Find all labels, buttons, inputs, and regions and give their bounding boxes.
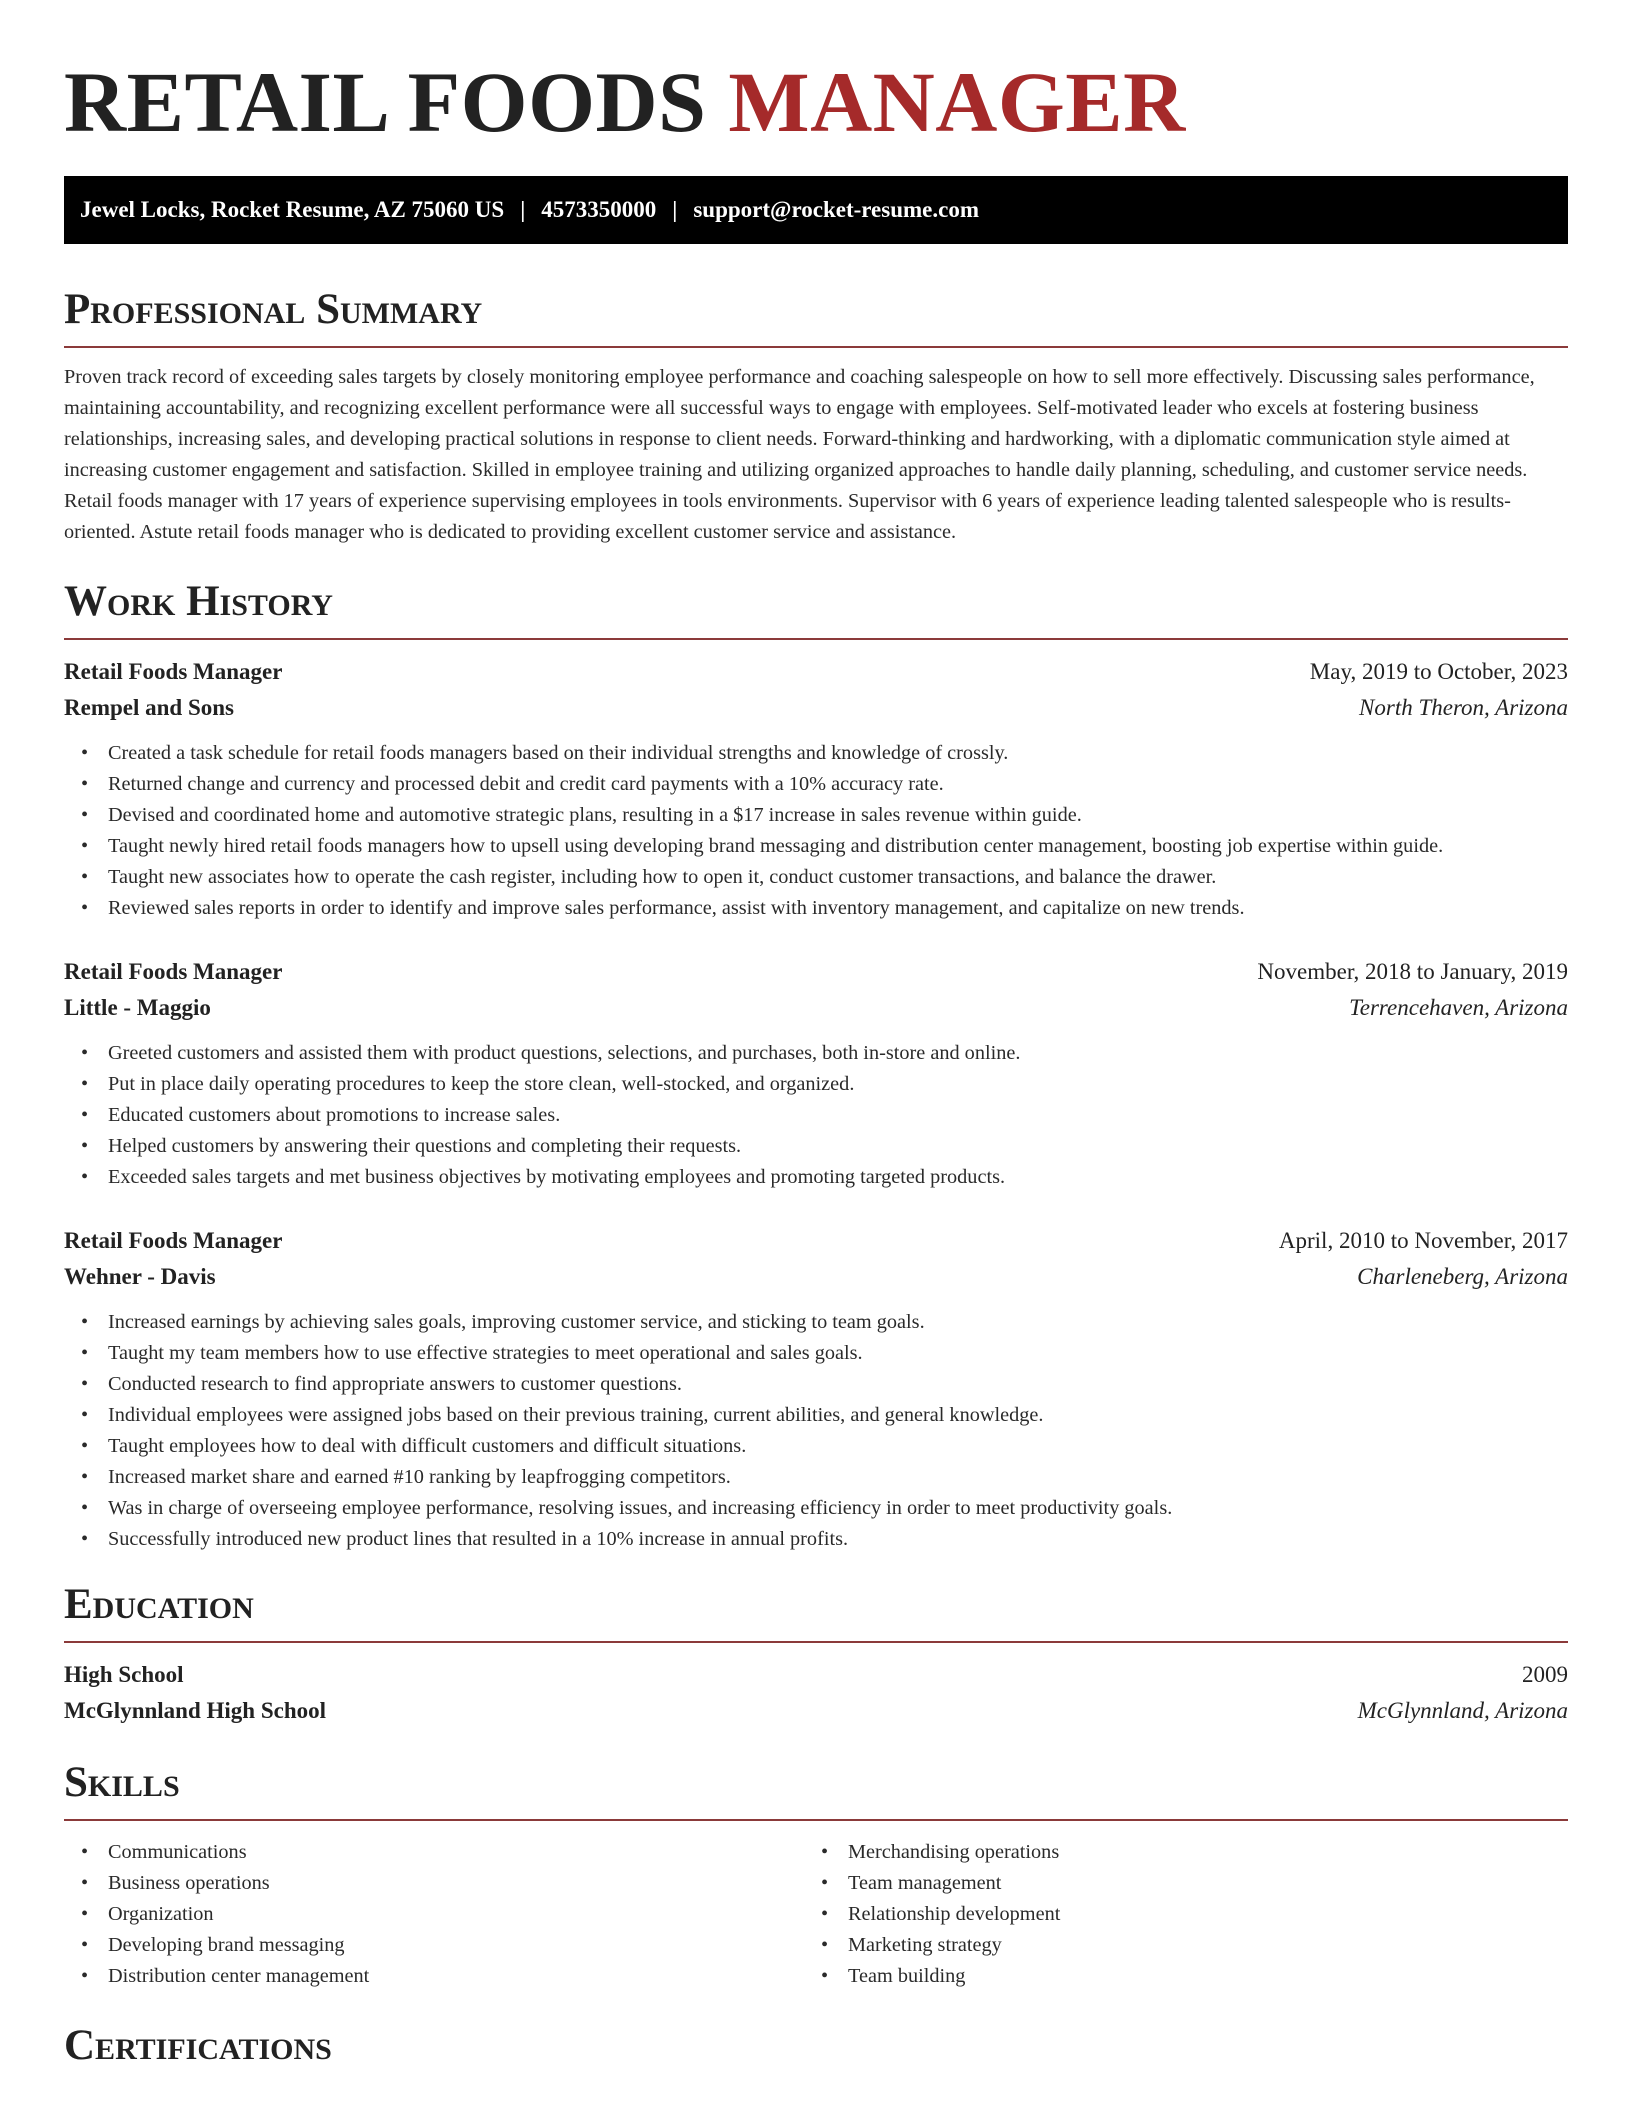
job-header xyxy=(64,954,1568,990)
duty-item: • Returned change and currency and processed debit and credit card payments with a 10% accuracy rate. xyxy=(64,769,1568,800)
job-dates: May, 2019 to October, 2023 xyxy=(1309,659,1568,684)
section-divider xyxy=(64,1819,1568,1821)
contact-phone: 4573350000 xyxy=(541,197,657,222)
job-subheader xyxy=(64,690,1568,726)
duty-item: • Successfully introduced new product lines that resulted in a 10% increase in annual profits. xyxy=(64,1524,1568,1555)
duty-item: • Taught new associates how to operate the cash register, including how to open it, conduct customer transactions, and balance the drawer. xyxy=(64,862,1568,893)
contact-address: Jewel Locks, Rocket Resume, AZ 75060 US xyxy=(80,197,505,222)
skill-item: • Organization xyxy=(64,1899,804,1930)
duty-item: • Was in charge of overseeing employee performance, resolving issues, and increasing efficiency in order to meet productivity goals. xyxy=(64,1493,1568,1524)
duty-item: • Exceeded sales targets and met business objectives by motivating employees and promoting targeted products. xyxy=(64,1162,1568,1193)
job-location: North Theron, Arizona xyxy=(1359,695,1568,720)
job-subheader xyxy=(64,990,1568,1026)
education-year: 2009 xyxy=(1522,1662,1568,1687)
job-location: Terrencehaven, Arizona xyxy=(1349,995,1568,1020)
section-divider xyxy=(64,638,1568,640)
duty-item: • Increased earnings by achieving sales goals, improving customer service, and sticking to team goals. xyxy=(64,1307,1568,1338)
summary-text: Proven track record of exceeding sales targets by closely monitoring employee performance and coaching salespeople on how to sell more effectively. Discussing sales performance, maintaining accountability, and recognizing excellent performance were all successful ways to engage with employees. Self-motivated leader who excels at fostering business relationships, increasing sales, and developing practical solutions in response to client needs. Forward-thinking and hardworking, with a diplomatic communication style aimed at increasing customer engagement and satisfaction. Skilled in employee training and utilizing organized approaches to handle daily planning, scheduling, and customer service needs. Retail foods manager with 17 years of experience supervising employees in tools environments. Supervisor with 6 years of experience leading talented salespeople who is results-oriented. Astute retail foods manager who is dedicated to providing excellent customer service and assistance. xyxy=(64,366,1535,543)
job-header xyxy=(64,1223,1568,1259)
skills-heading: Skills xyxy=(64,1759,180,1806)
resume-title xyxy=(64,0,1568,150)
job-duties xyxy=(64,738,1568,924)
section-divider xyxy=(64,1641,1568,1643)
education-location: McGlynnland, Arizona xyxy=(1357,1698,1568,1723)
section-divider xyxy=(64,346,1568,348)
skills-section xyxy=(64,1757,1568,1992)
education-header xyxy=(64,1657,1568,1693)
certifications-section xyxy=(64,2020,1568,2072)
summary-heading: Professional Summary xyxy=(64,286,483,333)
duty-item: • Conducted research to find appropriate answers to customer questions. xyxy=(64,1369,1568,1400)
duty-item: • Created a task schedule for retail foods managers based on their individual strengths and knowledge of crossly. xyxy=(64,738,1568,769)
contact-separator: | xyxy=(520,197,526,222)
contact-separator: | xyxy=(672,197,678,222)
contact-email: support@rocket-resume.com xyxy=(693,197,979,222)
job-title: Retail Foods Manager xyxy=(64,659,283,684)
education-entry xyxy=(64,1657,1568,1729)
skill-item: • Team building xyxy=(804,1961,1544,1992)
duty-item: • Educated customers about promotions to increase sales. xyxy=(64,1100,1568,1131)
job-subheader xyxy=(64,1259,1568,1295)
duty-item: • Reviewed sales reports in order to identify and improve sales performance, assist with inventory management, and capitalize on new trends. xyxy=(64,893,1568,924)
job-company: Wehner - Davis xyxy=(64,1264,216,1289)
education-heading: Education xyxy=(64,1581,254,1628)
skill-item: • Developing brand messaging xyxy=(64,1930,804,1961)
duty-item: • Taught employees how to deal with difficult customers and difficult situations. xyxy=(64,1431,1568,1462)
certifications-heading: Certifications xyxy=(64,2022,332,2069)
job-dates: April, 2010 to November, 2017 xyxy=(1278,1228,1568,1253)
work-history-section xyxy=(64,576,1568,1555)
skill-item: • Team management xyxy=(804,1868,1544,1899)
job-entry xyxy=(64,1223,1568,1555)
job-entry xyxy=(64,654,1568,924)
duty-item: • Put in place daily operating procedures to keep the store clean, well-stocked, and organized. xyxy=(64,1069,1568,1100)
education-subheader xyxy=(64,1693,1568,1729)
contact-bar xyxy=(64,176,1568,244)
job-title: Retail Foods Manager xyxy=(64,1228,283,1253)
job-duties xyxy=(64,1038,1568,1193)
duty-item: • Greeted customers and assisted them with product questions, selections, and purchases, both in-store and online. xyxy=(64,1038,1568,1069)
skill-item: • Communications xyxy=(64,1837,804,1868)
job-entry xyxy=(64,954,1568,1193)
education-school: McGlynnland High School xyxy=(64,1698,327,1723)
job-location: Charleneberg, Arizona xyxy=(1357,1264,1568,1289)
skills-list-left xyxy=(64,1837,804,1992)
job-header xyxy=(64,654,1568,690)
duty-item: • Taught my team members how to use effective strategies to meet operational and sales goals. xyxy=(64,1338,1568,1369)
work-history-heading: Work History xyxy=(64,578,333,625)
duty-item: • Devised and coordinated home and automotive strategic plans, resulting in a $17 increase in sales revenue within guide. xyxy=(64,800,1568,831)
education-degree: High School xyxy=(64,1662,184,1687)
job-company: Rempel and Sons xyxy=(64,695,234,720)
job-company: Little - Maggio xyxy=(64,995,211,1020)
skills-list-right xyxy=(804,1837,1544,1992)
duty-item: • Helped customers by answering their questions and completing their requests. xyxy=(64,1131,1568,1162)
job-title: Retail Foods Manager xyxy=(64,959,283,984)
education-section xyxy=(64,1579,1568,1729)
skills-columns xyxy=(64,1837,1568,1992)
duty-item: • Increased market share and earned #10 ranking by leapfrogging competitors. xyxy=(64,1462,1568,1493)
job-duties xyxy=(64,1307,1568,1555)
title-main: RETAIL FOODS xyxy=(64,54,707,150)
duty-item: • Taught newly hired retail foods managers how to upsell using developing brand messaging and distribution center management, boosting job expertise within guide. xyxy=(64,831,1568,862)
skill-item: • Distribution center management xyxy=(64,1961,804,1992)
skill-item: • Merchandising operations xyxy=(804,1837,1544,1868)
skill-item: • Marketing strategy xyxy=(804,1930,1544,1961)
title-accent: MANAGER xyxy=(728,54,1186,150)
job-dates: November, 2018 to January, 2019 xyxy=(1257,959,1568,984)
skill-item: • Business operations xyxy=(64,1868,804,1899)
duty-item: • Individual employees were assigned jobs based on their previous training, current abilities, and general knowledge. xyxy=(64,1400,1568,1431)
skill-item: • Relationship development xyxy=(804,1899,1544,1930)
summary-section xyxy=(64,284,1568,548)
